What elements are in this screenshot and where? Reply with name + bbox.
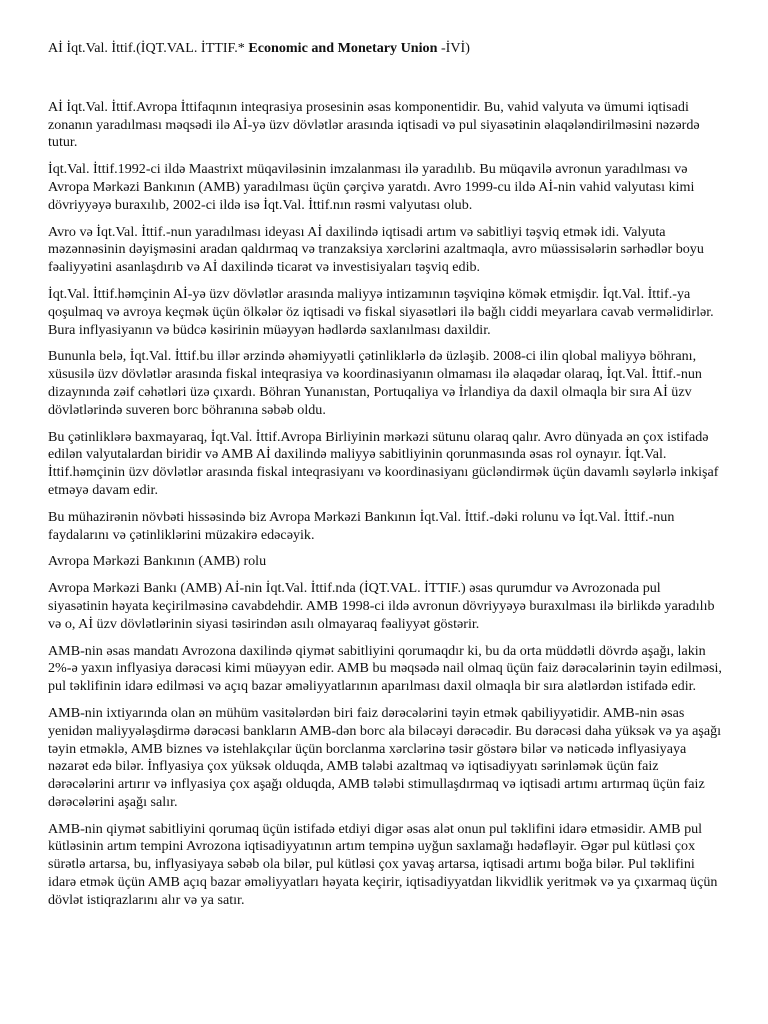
paragraph-9: AMB-nin əsas mandatı Avrozona daxilində qiymət sabitliyini qorumaqdır ki, bu da orta müddətli dövrdə aşağı, lakin 2%-ə yaxın inflyasiya dərəcəsi kimi müəyyən edir. AMB bu məqsədə nail olmaq üçün faiz dərəcələrinin təyin edilməsi, pul təklifinin idarə edilməsi və açıq bazar əməliyyatlarının aparılması daxil olmaqla bir sıra alətlərdən istifadə edir. — [48, 642, 722, 695]
paragraph-3: Avro və İqt.Val. İttif.-nun yaradılması ideyası Aİ daxilində iqtisadi artım və sabitliyi təşviq etmək idi. Valyuta məzənnəsinin dəyişməsini aradan qaldırmaq və tranzaksiya xərclərini azaltmaqla, avro müəssisələrin sərhədlər boyu fəaliyyətini asanlaşdırıb və Aİ daxilində ticarət və investisiyaları təşviq edib. — [48, 223, 704, 276]
paragraph-2: İqt.Val. İttif.1992-ci ildə Maastrixt müqaviləsinin imzalanması ilə yaradılıb. Bu müqavilə avronun yaradılması və Avropa Mərkəzi Bankının (AMB) yaradılması üçün çərçivə yaratdı. Avro 1999-cu ildə Aİ-nin vahid valyutası kimi dövriyyəyə buraxılıb, 2002-ci ildə isə İqt.Val. İttif.nın rəsmi valyutası olub. — [48, 161, 695, 213]
paragraph-1: Aİ İqt.Val. İttif.Avropa İttifaqının inteqrasiya prosesinin əsas komponentidir. Bu, vahid valyuta və ümumi iqtisadi zonanın yaradılması məqsədi ilə Aİ-yə üzv dövlətlər arasında iqtisadi və pul siyasətinin əlaqələndirilməsini nəzərdə tutur. — [48, 98, 700, 151]
paragraph-7: Bu mühazirənin növbəti hissəsində biz Avropa Mərkəzi Bankının İqt.Val. İttif.-dəki rolunu və İqt.Val. İttif.-nun faydalarını və çətinliklərini müzakirə edəcəyik. — [48, 508, 675, 543]
paragraph-5: Bununla belə, İqt.Val. İttif.bu illər ərzində əhəmiyyətli çətinliklərlə də üzləşib. 2008-ci ilin qlobal maliyyə böhranı, xüsusilə üzv dövlətlər arasında fiskal inteqrasiya və koordinasiyanın olmaması ilə əlaqədar olaraq, İqt.Val. İttif.-nun dizaynında zəif cəhətləri üzə çıxardı. Böhran Yunanıstan, Portuqaliya və İrlandiya da daxil olmaqla bir sıra Aİ üzv dövlətlərində suveren borc böhranına səbəb oldu. — [48, 348, 702, 418]
document-page — [48, 40, 724, 919]
paragraph-6: Bu çətinliklərə baxmayaraq, İqt.Val. İttif.Avropa Birliyinin mərkəzi sütunu olaraq qalır. Avro dünyada ən çox istifadə edilən valyutalardan biridir və AMB Aİ daxilində maliyyə sabitliyinin qorunmasında əsas rol oynayır. İqt.Val. İttif.həmçinin üzv dövlətlər arasında fiskal inteqrasiyanı və koordinasiyanı gücləndirmək üçün davamlı səylərlə inkişaf etməyə davam edir. — [48, 428, 719, 498]
paragraph-10: AMB-nin ixtiyarında olan ən mühüm vasitələrdən biri faiz dərəcələrini təyin etmək qabiliyyətidir. AMB-nin əsas yenidən maliyyələşdirmə dərəcəsi bankların AMB-dən borc ala biləcəyi dərəcədir. Bu dərəcəsi daha yüksək və ya aşağı təyin etməklə, AMB biznes və istehlakçılar üçün borclanma xərclərinə təsir göstərə bilər və nəticədə inflyasiyaya nəzarət edə bilər. İnflyasiya çox yüksək olduqda, AMB tələbi azaltmaq və iqtisadiyyatı sərinləmək üçün faiz dərəcələrini artırır və inflyasiya çox aşağı olduqda, AMB tələbi stimullaşdırmaq və iqtisadi artımı artırmaq üçün faiz dərəcələrini aşağı salır. — [48, 704, 722, 810]
paragraph-8: Avropa Mərkəzi Bankı (AMB) Aİ-nin İqt.Val. İttif.nda (İQT.VAL. İTTIF.) əsas qurumdur və Avrozonada pul siyasətinin həyata keçirilməsinə cavabdehdir. AMB 1998-ci ildə avronun dövriyyəyə buraxılması ilə birlikdə yaradılıb və o, Aİ üzv dövlətlərinin siyasi təsirindən asılı olmayaraq fəaliyyət göstərir. — [48, 580, 715, 632]
document-title — [48, 40, 724, 58]
title-bold: Economic and Monetary Union — [248, 40, 438, 56]
paragraph-4: İqt.Val. İttif.həmçinin Aİ-yə üzv dövlətlər arasında maliyyə intizamının təşviqinə kömək etmişdir. İqt.Val. İttif.-ya qoşulmaq və avroya keçmək üçün ölkələr öz iqtisadi və fiskal siyasətləri ilə bağlı ciddi meyarlara cavab verməlidirlər. Bura inflyasiyanın və büdcə kəsirinin müəyyən hədlərdə saxlanılması daxildir. — [48, 285, 714, 338]
paragraph-11: AMB-nin qiymət sabitliyini qorumaq üçün istifadə etdiyi digər əsas alət onun pul təklifini idarə etməsidir. AMB pul kütləsinin artım tempini Avrozona iqtisadiyyatının artım tempinə uyğun saxlamağı hədəfləyir. Əgər pul kütləsi çox sürətlə artarsa, bu, inflyasiyaya səbəb ola bilər, pul kütləsi çox yavaş artarsa, iqtisadi artımı boğa bilər. Pul təklifini idarə etmək üçün AMB açıq bazar əməliyyatları həyata keçirir, iqtisadiyyatdan likvidlik yeritmək və ya çıxarmaq üçün dövlət istiqrazlarını alır və ya satır. — [48, 820, 718, 908]
section-heading-amb-role: Avropa Mərkəzi Bankının (AMB) rolu — [48, 553, 267, 570]
title-suffix: -İVİ) — [437, 40, 470, 56]
title-prefix: Aİ İqt.Val. İttif.(İQT.VAL. İTTIF.* — [48, 40, 249, 56]
